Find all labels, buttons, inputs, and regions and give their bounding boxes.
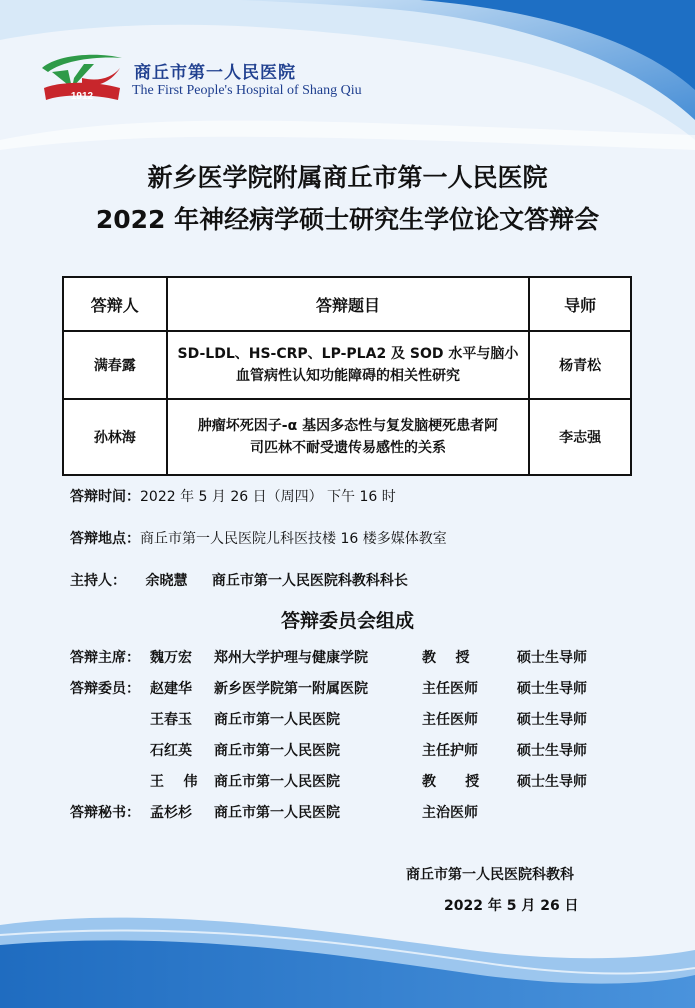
member-title: 主任医师 (422, 712, 478, 728)
page-title-line1: 新乡医学院附属商丘市第一人民医院 (147, 163, 548, 192)
defense-time-label: 答辩时间： (70, 489, 140, 505)
member-org: 商丘市第一人民医院 (214, 743, 340, 759)
member-supervisor: 硕士生导师 (517, 681, 587, 697)
member-name: 石红英 (150, 743, 192, 759)
member-org: 新乡医学院第一附属医院 (214, 681, 368, 697)
student-name: 满春露 (63, 331, 167, 399)
defense-table (62, 276, 632, 476)
topic-line: 司匹林不耐受遗传易感性的关系 (249, 440, 446, 456)
member-name: 赵建华 (150, 681, 192, 697)
member-title: 主任医师 (422, 681, 478, 697)
member-name: 魏万宏 (150, 650, 192, 666)
member-title: 教 授 (422, 650, 470, 666)
table-row (63, 331, 631, 399)
header-topic: 答辩题目 (167, 277, 530, 331)
thesis-topic (167, 399, 530, 475)
header-advisor: 导师 (529, 277, 631, 331)
issuing-department: 商丘市第一人民医院科教科 (406, 867, 574, 883)
topic-line: 肿瘤坏死因子-α 基因多态性与复发脑梗死患者阿 (197, 418, 499, 434)
logo-year-text: 1912 (70, 91, 94, 102)
topic-line: 血管病性认知功能障碍的相关性研究 (235, 368, 460, 384)
member-supervisor: 硕士生导师 (517, 712, 587, 728)
defense-host (70, 570, 408, 590)
member-name: 王春玉 (150, 712, 192, 728)
defense-time (70, 486, 396, 506)
member-name: 孟杉杉 (150, 805, 192, 821)
member-org: 商丘市第一人民医院 (214, 774, 340, 790)
member-role: 答辩委员： (70, 681, 140, 697)
table-header-row (63, 277, 631, 331)
member-title: 教 授 (422, 774, 480, 790)
table-row (63, 399, 631, 475)
defense-time-value: 2022 年 5 月 26 日（周四） 下午 16 时 (140, 489, 396, 505)
hospital-name-cn: 商丘市第一人民医院 (134, 63, 296, 83)
defense-host-value: 余晓慧 商丘市第一人民医院科教科科长 (145, 573, 408, 589)
member-title: 主任护师 (422, 743, 478, 759)
member-role: 答辩秘书： (70, 805, 140, 821)
student-name: 孙林海 (63, 399, 167, 475)
header-student: 答辩人 (63, 277, 167, 331)
page-title-line2: 2022 年神经病学硕士研究生学位论文答辩会 (95, 205, 600, 234)
advisor-name: 杨青松 (529, 331, 631, 399)
member-org: 郑州大学护理与健康学院 (214, 650, 368, 666)
member-title: 主治医师 (422, 805, 478, 821)
topic-line: SD-LDL、HS-CRP、LP-PLA2 及 SOD 水平与脑小 (177, 346, 519, 362)
member-supervisor: 硕士生导师 (517, 650, 587, 666)
defense-host-label: 主持人： (70, 573, 126, 589)
member-name: 王 伟 (150, 774, 198, 790)
issue-date: 2022 年 5 月 26 日 (444, 898, 579, 914)
hospital-logo (38, 48, 126, 106)
member-role: 答辩主席： (70, 650, 140, 666)
advisor-name: 李志强 (529, 399, 631, 475)
member-supervisor: 硕士生导师 (517, 774, 587, 790)
member-org: 商丘市第一人民医院 (214, 712, 340, 728)
committee-title: 答辩委员会组成 (280, 610, 414, 632)
defense-place-label: 答辩地点： (70, 531, 140, 547)
hospital-name-en: The First People's Hospital of Shang Qiu (132, 83, 362, 98)
thesis-topic (167, 331, 530, 399)
defense-place-value: 商丘市第一人民医院儿科医技楼 16 楼多媒体教室 (140, 531, 447, 547)
defense-place (70, 528, 447, 548)
member-org: 商丘市第一人民医院 (214, 805, 340, 821)
member-supervisor: 硕士生导师 (517, 743, 587, 759)
